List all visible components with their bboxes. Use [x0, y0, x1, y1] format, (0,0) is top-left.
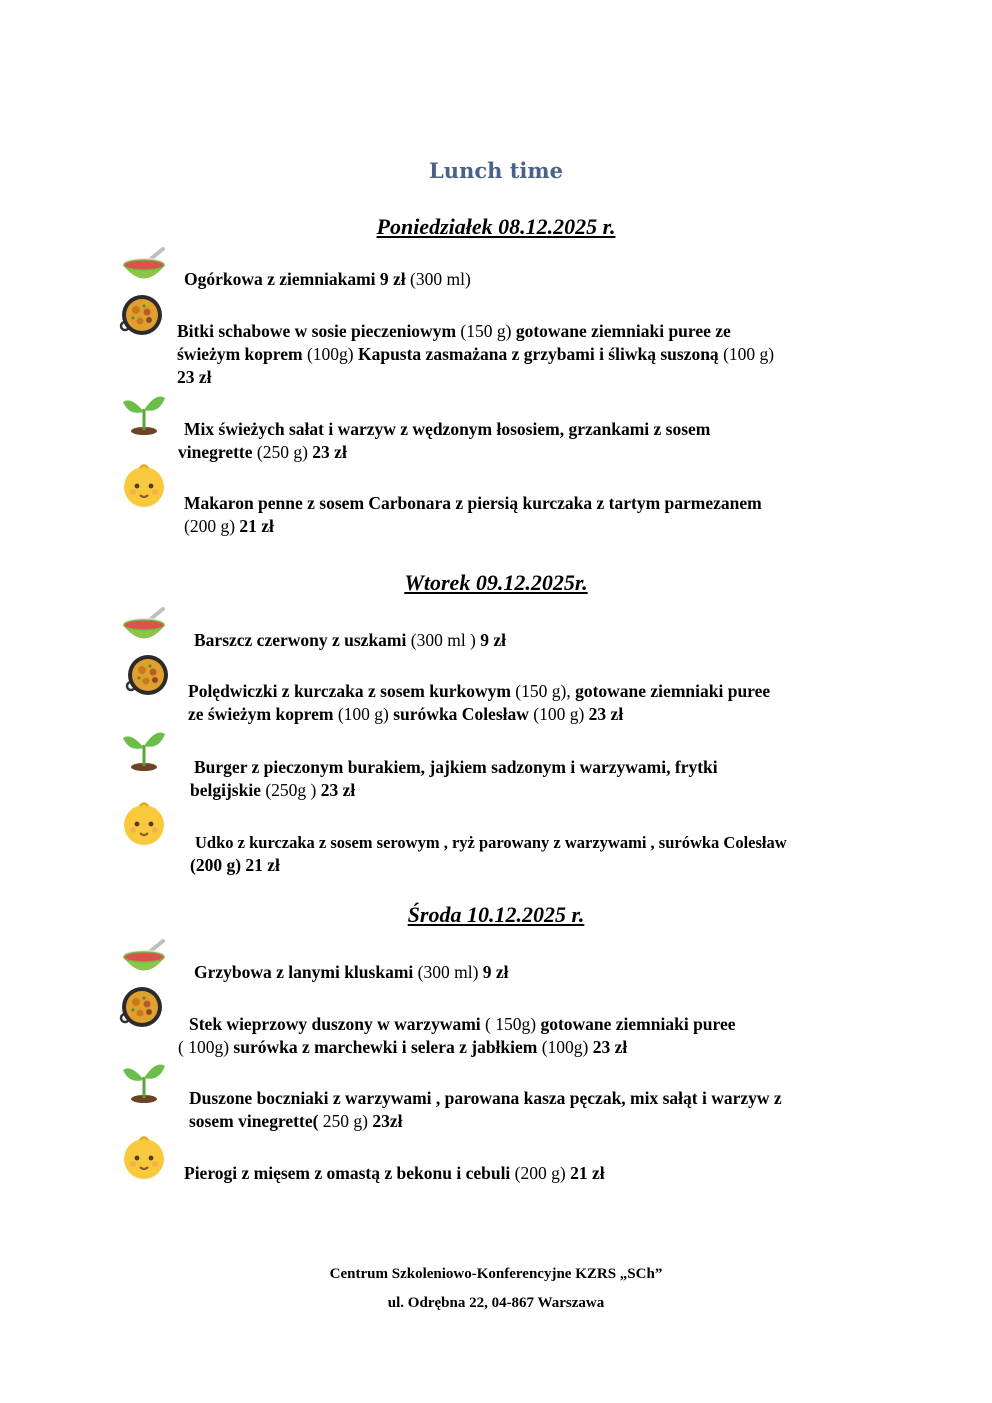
day-heading-tuesday: Wtorek 09.12.2025r. [404, 570, 588, 595]
baby-face-icon [121, 462, 167, 508]
page-title: Lunch time [429, 158, 563, 183]
seedling-icon [121, 390, 167, 436]
soup-bowl-icon [121, 606, 167, 652]
baby-face-icon [121, 800, 167, 846]
footer-address: ul. Odrębna 22, 04-867 Warszawa [387, 1295, 605, 1311]
paella-pan-icon [119, 984, 165, 1030]
menu-item: Ogórkowa z ziemniakami 9 zł (300 ml) [184, 269, 471, 289]
menu-item: Bitki schabowe w sosie pieczeniowym (150 g) gotowane ziemniaki puree ze świeżym koprem (100g) Kapusta zasmażana z grzybami i śliwką suszoną (100 g) 23 zł [177, 321, 775, 387]
menu-item: Pierogi z mięsem z omastą z bekonu i cebuli (200 g) 21 zł [184, 1163, 605, 1183]
menu-item: Udko z kurczaka z sosem serowym , ryż parowany z warzywami , surówka Colesław (200 g) 21 zł [190, 833, 787, 875]
seedling-icon [121, 726, 167, 772]
menu-item: Burger z pieczonym burakiem, jajkiem sadzonym i warzywami, frytki belgijskie (250g ) 23 zł [190, 757, 718, 800]
menu-item: Duszone boczniaki z warzywami , parowana kasza pęczak, mix sałąt i warzyw z sosem vinegrette( 250 g) 23zł [189, 1088, 782, 1131]
day-heading-monday: Poniedziałek 08.12.2025 r. [376, 214, 616, 239]
seedling-icon [121, 1058, 167, 1104]
menu-item: Makaron penne z sosem Carbonara z piersią kurczaka z tartym parmezanem (200 g) 21 zł [184, 493, 762, 536]
menu-item: Mix świeżych sałat i warzyw z wędzonym łososiem, grzankami z sosem vinegrette (250 g) 23 zł [178, 419, 711, 462]
menu-item: Barszcz czerwony z uszkami (300 ml ) 9 zł [194, 630, 507, 650]
paella-pan-icon [125, 652, 171, 698]
soup-bowl-icon [121, 246, 167, 292]
paella-pan-icon [119, 292, 165, 338]
menu-item: Grzybowa z lanymi kluskami (300 ml) 9 zł [194, 962, 509, 982]
day-heading-wednesday: Środa 10.12.2025 r. [407, 902, 585, 927]
menu-item: Polędwiczki z kurczaka z sosem kurkowym (150 g), gotowane ziemniaki puree ze świeżym koprem (100 g) surówka Colesław (100 g) 23 zł [188, 681, 771, 724]
soup-bowl-icon [121, 938, 167, 984]
menu-item: Stek wieprzowy duszony w warzywami ( 150g) gotowane ziemniaki puree ( 100g) surówka z marchewki i selera z jabłkiem (100g) 23 zł [178, 1014, 736, 1057]
baby-face-icon [121, 1134, 167, 1180]
footer-organization: Centrum Szkoleniowo-Konferencyjne KZRS „SCh” [329, 1266, 663, 1282]
